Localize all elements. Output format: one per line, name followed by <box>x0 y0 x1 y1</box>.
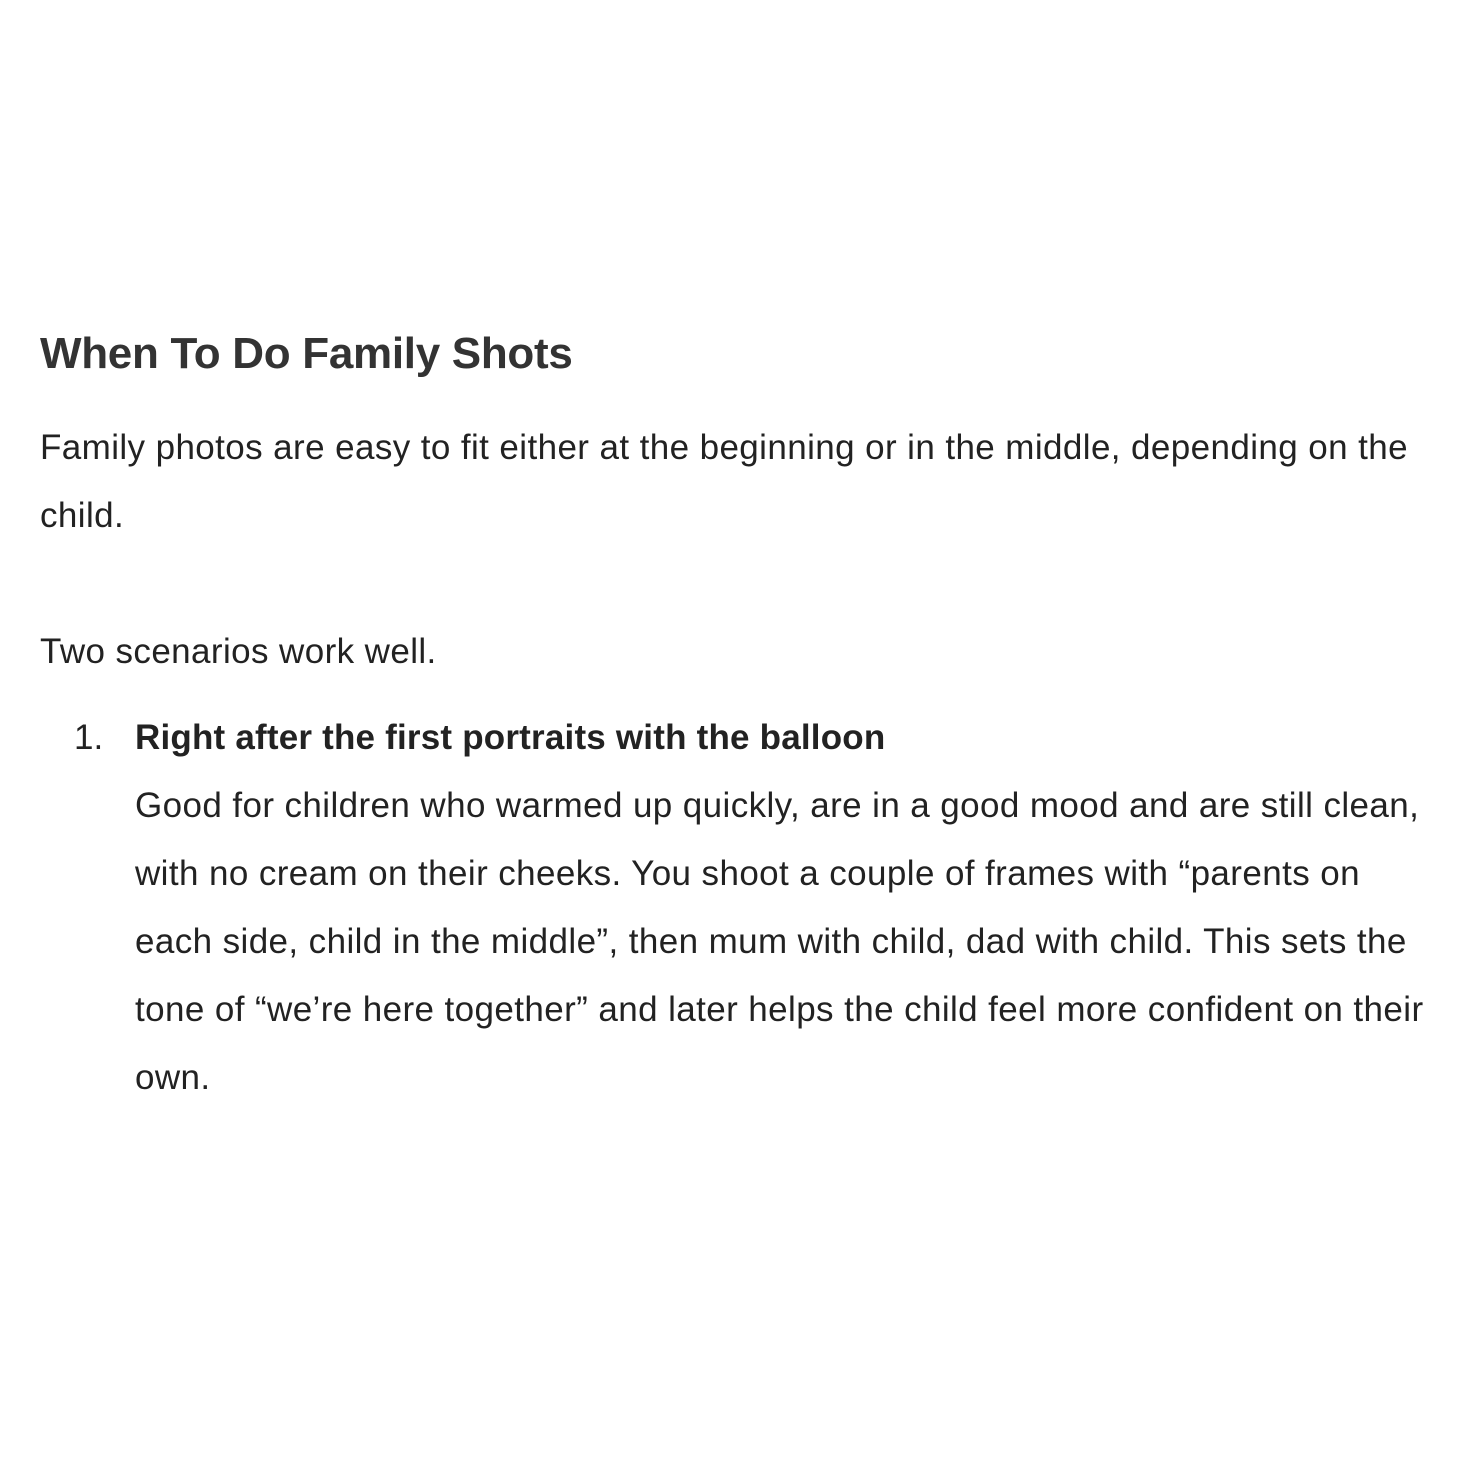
intro-paragraph: Family photos are easy to fit either at the beginning or in the middle, depending on the child. <box>40 428 1408 535</box>
list-item-number: 1. <box>74 718 104 757</box>
list-item-title: Right after the first portraits with the balloon <box>135 718 886 757</box>
list-item-body: Good for children who warmed up quickly, are in a good mood and are still clean, with no cream on their cheeks. You shoot a couple of frames with “parents on each side, child in the middle”, then mum with child, dad with child. This sets the tone of “we’re here together” and later helps the child feel more confident on their own. <box>135 786 1424 1097</box>
scenario-list <box>40 704 1430 1112</box>
list-item <box>40 704 1430 1112</box>
section-heading: When To Do Family Shots <box>40 329 573 378</box>
lead-paragraph: Two scenarios work well. <box>40 632 437 671</box>
article <box>40 322 1430 1112</box>
